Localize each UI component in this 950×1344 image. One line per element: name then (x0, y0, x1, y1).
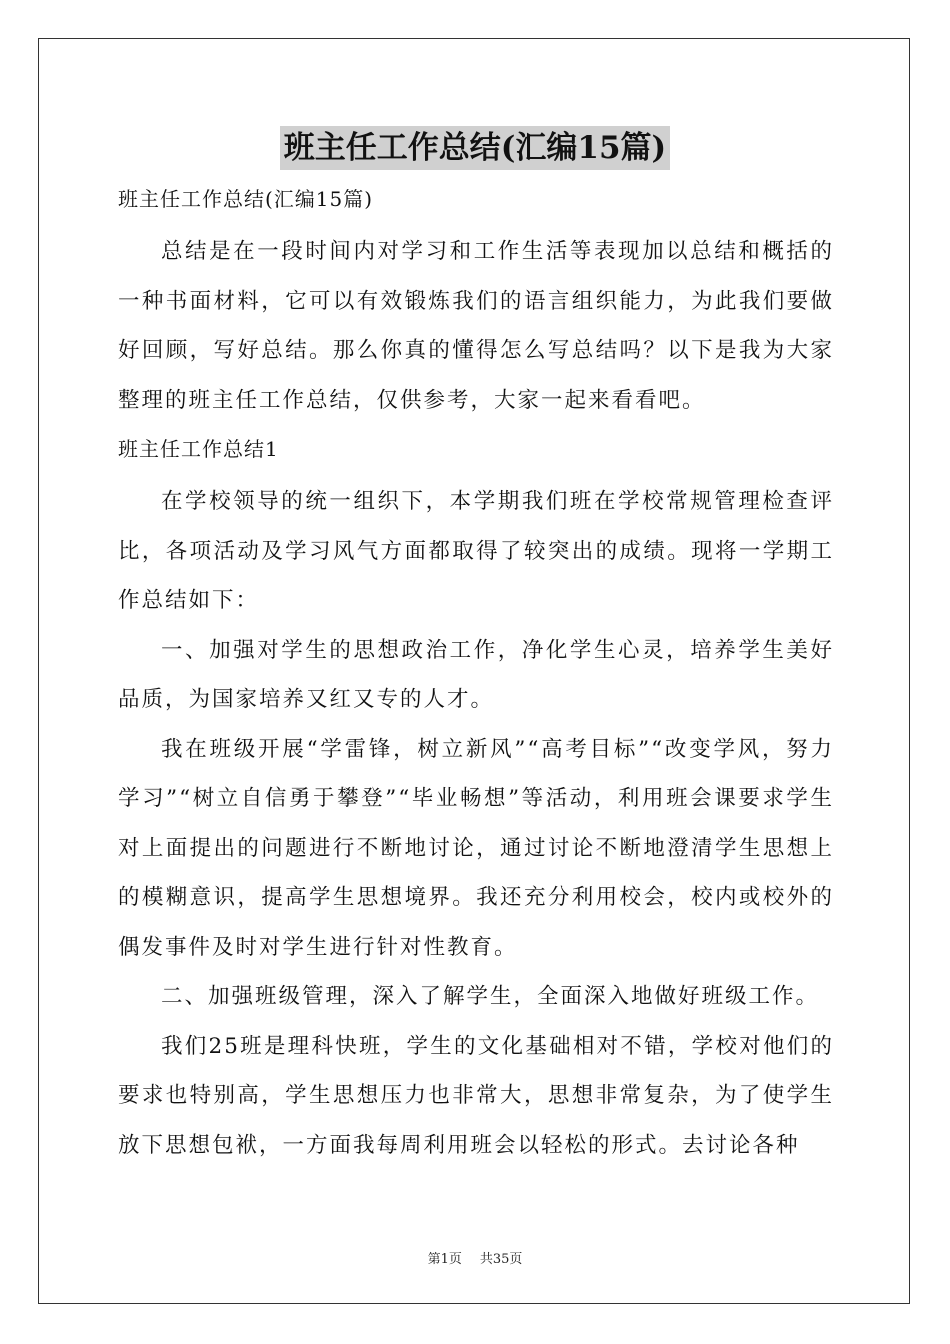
section-heading: 班主任工作总结1 (118, 437, 279, 461)
document-title-container (0, 126, 950, 170)
body-paragraph: 我在班级开展“学雷锋，树立新风”“高考目标”“改变学风，努力学习”“树立自信勇于攀登”“毕业畅想”等活动，利用班会课要求学生对上面提出的问题进行不断地讨论，通过讨论不断地澄清学生思想上的模糊意识，提高学生思想境界。我还充分利用校会，校内或校外的偶发事件及时对学生进行针对性教育。 (118, 736, 834, 960)
body-paragraph: 在学校领导的统一组织下，本学期我们班在学校常规管理检查评比，各项活动及学习风气方面都取得了较突出的成绩。现将一学期工作总结如下： (118, 489, 834, 613)
page-number: 第1页 (427, 1252, 462, 1267)
body-paragraph: 一、加强对学生的思想政治工作，净化学生心灵，培养学生美好品质，为国家培养又红又专的人才。 (118, 637, 834, 712)
page-footer (0, 1248, 950, 1267)
intro-paragraph: 总结是在一段时间内对学习和工作生活等表现加以总结和概括的一种书面材料，它可以有效锻炼我们的语言组织能力，为此我们要做好回顾，写好总结。那么你真的懂得怎么写总结吗？以下是我为大家整理的班主任工作总结，仅供参考，大家一起来看看吧。 (118, 239, 834, 413)
document-subtitle: 班主任工作总结(汇编15篇) (118, 187, 374, 211)
document-body (118, 181, 834, 1170)
page-total: 共35页 (479, 1252, 523, 1267)
body-paragraph: 我们25班是理科快班，学生的文化基础相对不错，学校对他们的要求也特别高，学生思想压力也非常大，思想非常复杂，为了使学生放下思想包袱，一方面我每周利用班会以轻松的形式。去讨论各种 (118, 1033, 834, 1158)
body-paragraph: 二、加强班级管理，深入了解学生，全面深入地做好班级工作。 (161, 984, 820, 1009)
document-title: 班主任工作总结(汇编15篇) (280, 126, 670, 170)
